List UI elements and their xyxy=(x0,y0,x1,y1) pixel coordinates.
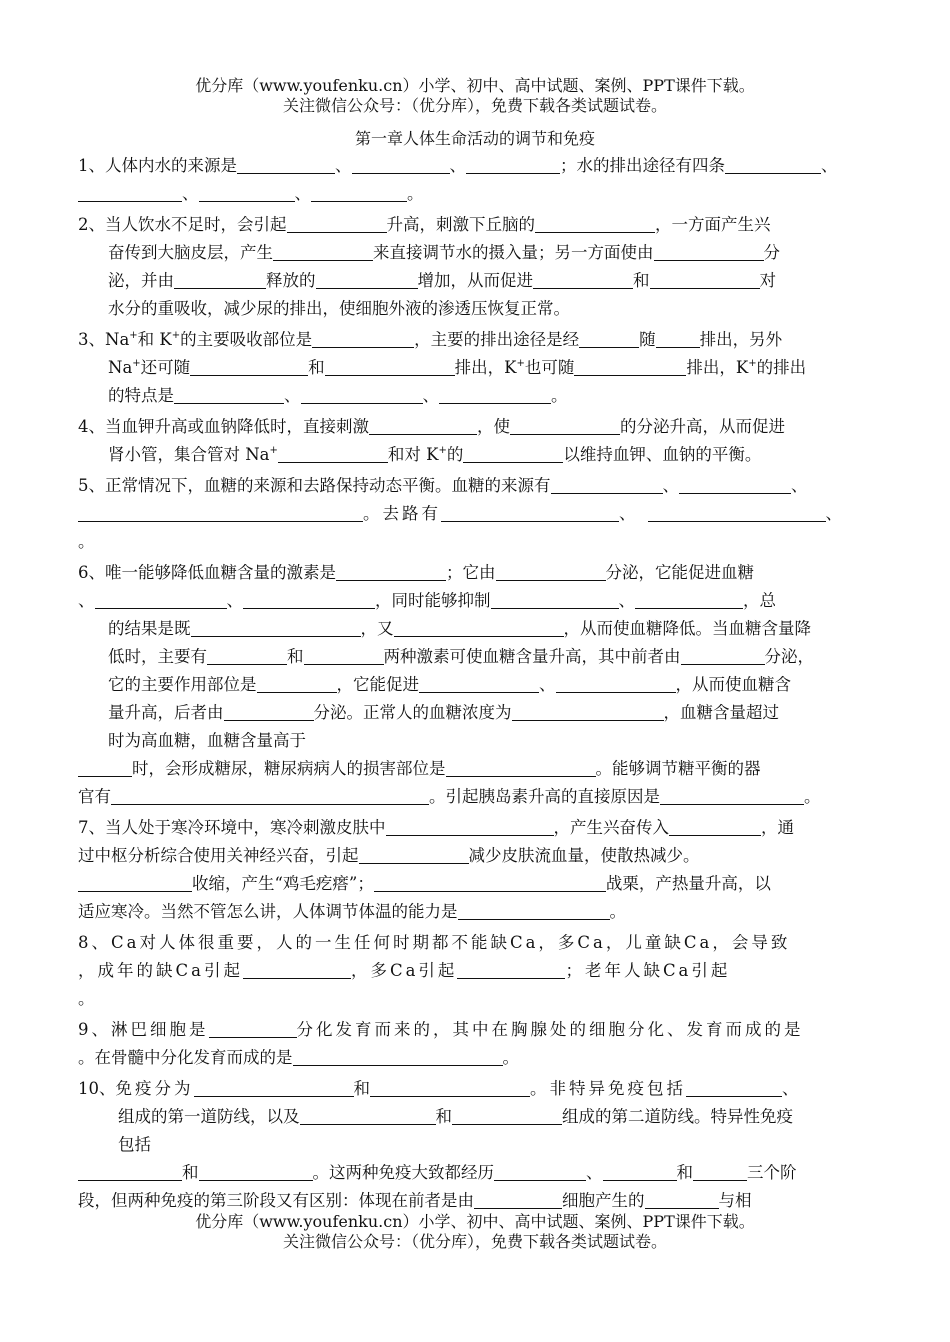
q7-text: 战栗，产热量升高，以 xyxy=(605,874,771,893)
q3-text: 排出， xyxy=(454,358,505,377)
answer-blank[interactable] xyxy=(494,1162,586,1181)
q10-text: 和 xyxy=(676,1163,693,1182)
answer-blank[interactable] xyxy=(243,590,375,609)
answer-blank[interactable] xyxy=(352,155,450,174)
q6-text: ，从而使血糖降低。当血糖含量降 xyxy=(563,619,811,638)
separator: 、 xyxy=(449,156,466,175)
q4-number: 4、 xyxy=(78,417,105,436)
answer-blank[interactable] xyxy=(681,646,765,665)
q10-text: 免疫分为 xyxy=(115,1079,194,1098)
superscript: + xyxy=(748,358,757,369)
q10-text: 和 xyxy=(353,1079,370,1098)
q1-number: 1、 xyxy=(78,156,105,175)
answer-blank[interactable] xyxy=(369,416,477,435)
q1-text-2: ；水的排出途径有四条 xyxy=(560,156,725,175)
answer-blank[interactable] xyxy=(273,242,373,261)
answer-blank[interactable] xyxy=(78,873,192,892)
separator: 、 xyxy=(821,156,838,175)
q6-text: ，从而使血糖含 xyxy=(675,675,791,694)
answer-blank[interactable] xyxy=(237,155,335,174)
answer-blank[interactable] xyxy=(304,646,384,665)
q10-text: 包括 xyxy=(118,1135,151,1154)
q6-text: 和 xyxy=(287,647,304,666)
q6-text: 。引起胰岛素升高的直接原因是 xyxy=(429,787,660,806)
footer-line-2: 关注微信公众号：（优分库），免费下载各类试题试卷。 xyxy=(282,1232,667,1251)
q3-number: 3、 xyxy=(78,330,105,349)
q10-number: 10、 xyxy=(78,1079,116,1098)
separator: 、 xyxy=(618,591,635,610)
q3-text: 随 xyxy=(639,330,656,349)
superscript: + xyxy=(171,330,181,341)
answer-blank[interactable] xyxy=(293,1047,503,1066)
q6-text: 它的主要作用部位是 xyxy=(108,675,257,694)
answer-blank[interactable] xyxy=(374,873,606,892)
answer-blank[interactable] xyxy=(287,214,387,233)
answer-blank[interactable] xyxy=(325,357,455,376)
q7-text: ，产生兴奋传入 xyxy=(553,818,669,837)
sodium-symbol: Na xyxy=(105,330,130,349)
separator: 、 xyxy=(284,386,301,405)
q2-number: 2、 xyxy=(78,215,105,234)
answer-blank[interactable] xyxy=(551,475,663,494)
answer-blank[interactable] xyxy=(191,618,361,637)
answer-blank[interactable] xyxy=(466,155,560,174)
period: 。 xyxy=(804,787,821,806)
answer-blank[interactable] xyxy=(95,590,227,609)
q2-text: 释放的 xyxy=(266,271,316,290)
q2-text: 当人饮水不足时，会引起 xyxy=(105,215,287,234)
q2-text: ，一方面产生兴 xyxy=(655,215,771,234)
separator: 、 xyxy=(662,476,679,495)
q2-text: 泌，并由 xyxy=(108,271,174,290)
q4-text: 当血钾升高或血钠降低时，直接刺激 xyxy=(105,417,369,436)
answer-blank[interactable] xyxy=(190,357,308,376)
answer-blank[interactable] xyxy=(394,618,564,637)
question-9 xyxy=(78,1016,874,1072)
q7-text: 适应寒冷。当然不管怎么讲，人体调节体温的能力是 xyxy=(78,902,458,921)
answer-blank[interactable] xyxy=(535,214,655,233)
q8-text: ；老年人缺Ca引起 xyxy=(565,961,731,980)
q5-text: 。去路有 xyxy=(363,504,441,523)
q7-text: ，通 xyxy=(761,818,794,837)
q2-text: 和 xyxy=(633,271,650,290)
q6-text: ，同时能够抑制 xyxy=(375,591,491,610)
separator: 、 xyxy=(78,591,95,610)
q3-text: 排出， xyxy=(686,358,736,377)
answer-blank[interactable] xyxy=(78,183,182,202)
answer-blank[interactable] xyxy=(579,329,639,348)
q5-number: 5、 xyxy=(78,476,105,495)
header-line-1: 优分库（www.youfenku.cn）小学、初中、高中试题、案例、PPT课件下载。 xyxy=(195,76,755,95)
q2-text: 来直接调节水的摄入量；另一方面使由 xyxy=(373,243,654,262)
question-6 xyxy=(78,559,874,811)
q2-text: 奋传到大脑皮层，产生 xyxy=(108,243,273,262)
q8-text: ，成年的缺Ca引起 xyxy=(78,961,243,980)
q3-text: 的特点是 xyxy=(108,386,174,405)
q6-text: ，又 xyxy=(360,619,394,638)
answer-blank[interactable] xyxy=(78,1162,182,1181)
q6-text: 时，会形成糖尿，糖尿病病人的损害部位是 xyxy=(132,759,446,778)
q2-text: 分 xyxy=(763,243,780,262)
q8-text: Ca对人体很重要，人的一生任何时期都不能缺Ca，多Ca，儿童缺Ca，会导致 xyxy=(111,933,791,952)
superscript: + xyxy=(269,445,278,456)
potassium-symbol: K xyxy=(735,358,749,377)
answer-blank[interactable] xyxy=(679,475,791,494)
separator: 、 xyxy=(825,504,842,523)
q10-text: 组成的第二道防线。特异性免疫 xyxy=(562,1107,793,1126)
separator: 、 xyxy=(294,184,311,203)
q10-text: 段，但两种免疫的第三阶段又有区别：体现在前者是由 xyxy=(78,1191,474,1210)
q9-text: 分化发育而来的，其中在胸腺处的细胞分化、发育而成的是 xyxy=(296,1020,804,1039)
answer-blank[interactable] xyxy=(194,1078,354,1097)
question-list xyxy=(78,152,874,1218)
q6-text: 官有 xyxy=(78,787,111,806)
question-4 xyxy=(78,413,874,469)
q10-text: 。非特异免疫包括 xyxy=(530,1079,686,1098)
answer-blank[interactable] xyxy=(199,183,295,202)
potassium-symbol: K xyxy=(159,330,172,349)
q3-text: 还可随 xyxy=(140,358,191,377)
q6-number: 6、 xyxy=(78,563,105,582)
q6-text: ，血糖含量超过 xyxy=(663,703,779,722)
q9-number: 9、 xyxy=(78,1020,111,1039)
q4-text: 肾小管，集合管对 Na xyxy=(108,445,270,464)
q3-text: 和 xyxy=(137,330,160,349)
q9-text: 。在骨髓中分化发育而成的是 xyxy=(78,1048,293,1067)
period: 。 xyxy=(78,532,95,551)
q2-text: 水分的重吸收，减少尿的排出，使细胞外液的渗透压恢复正常。 xyxy=(108,299,570,318)
period: 。 xyxy=(78,989,95,1008)
question-1 xyxy=(78,152,874,208)
period: 。 xyxy=(551,386,568,405)
answer-blank[interactable] xyxy=(660,786,804,805)
separator: 、 xyxy=(335,156,352,175)
answer-blank[interactable] xyxy=(603,1162,677,1181)
answer-blank[interactable] xyxy=(301,385,423,404)
answer-blank[interactable] xyxy=(441,503,619,522)
answer-blank[interactable] xyxy=(386,817,554,836)
answer-blank[interactable] xyxy=(650,270,760,289)
answer-blank[interactable] xyxy=(533,270,633,289)
answer-blank[interactable] xyxy=(496,562,606,581)
q4-text: ，使 xyxy=(477,417,510,436)
superscript: + xyxy=(516,358,525,369)
q2-text: 对 xyxy=(759,271,776,290)
period: 。 xyxy=(407,184,424,203)
q6-text: 时为高血糖，血糖含量高于 xyxy=(108,731,306,750)
answer-blank[interactable] xyxy=(257,674,337,693)
q10-text: 细胞产生的 xyxy=(562,1191,645,1210)
answer-blank[interactable] xyxy=(458,901,610,920)
answer-blank[interactable] xyxy=(512,702,664,721)
superscript: + xyxy=(438,445,447,456)
q6-text: 分泌。正常人的血糖浓度为 xyxy=(313,703,512,722)
answer-blank[interactable] xyxy=(463,444,563,463)
q8-number: 8、 xyxy=(78,933,111,952)
q7-number: 7、 xyxy=(78,818,105,837)
q4-text: 以维持血钾、血钠的平衡。 xyxy=(563,445,762,464)
q9-text: 淋巴细胞是 xyxy=(111,1020,209,1039)
question-7 xyxy=(78,814,874,926)
question-2 xyxy=(78,211,874,323)
q7-text: 过中枢分析综合使用关神经兴奋，引起 xyxy=(78,846,359,865)
question-10 xyxy=(78,1075,874,1215)
answer-blank[interactable] xyxy=(224,702,314,721)
period: 。 xyxy=(502,1048,519,1067)
question-5 xyxy=(78,472,874,556)
q3-text: 的主要吸收部位是 xyxy=(180,330,313,349)
answer-blank[interactable] xyxy=(556,674,676,693)
answer-blank[interactable] xyxy=(654,242,764,261)
answer-blank[interactable] xyxy=(457,960,565,979)
answer-blank[interactable] xyxy=(491,590,619,609)
answer-blank[interactable] xyxy=(693,1162,747,1181)
q6-text: 两种激素可使血糖含量升高，其中前者由 xyxy=(383,647,681,666)
period: 。 xyxy=(609,902,626,921)
q6-text: 低时，主要有 xyxy=(108,647,207,666)
answer-blank[interactable] xyxy=(686,1078,782,1097)
answer-blank[interactable] xyxy=(78,503,363,522)
separator: 、 xyxy=(619,504,636,523)
q2-text: 增加，从而促进 xyxy=(417,271,533,290)
q6-text: 量升高，后者由 xyxy=(108,703,224,722)
answer-blank[interactable] xyxy=(111,786,429,805)
answer-blank[interactable] xyxy=(669,817,761,836)
q6-text: ；它由 xyxy=(446,563,496,582)
answer-blank[interactable] xyxy=(300,1106,436,1125)
answer-blank[interactable] xyxy=(174,385,284,404)
answer-blank[interactable] xyxy=(78,758,132,777)
q6-text: ，总 xyxy=(743,591,776,610)
header-line-2: 关注微信公众号：（优分库），免费下载各类试题试卷。 xyxy=(282,96,667,115)
q6-text: 分泌，它能促进血糖 xyxy=(605,563,754,582)
footer-line-1: 优分库（www.youfenku.cn）小学、初中、高中试题、案例、PPT课件下载。 xyxy=(195,1212,755,1231)
answer-blank[interactable] xyxy=(656,329,700,348)
q6-text: 唯一能够降低血糖含量的激素是 xyxy=(105,563,336,582)
q4-text: 和对 K xyxy=(387,445,439,464)
q8-text: ，多Ca引起 xyxy=(350,961,458,980)
q3-text: 和 xyxy=(308,358,325,377)
answer-blank[interactable] xyxy=(207,646,287,665)
q1-text-1: 人体内水的来源是 xyxy=(105,156,237,175)
q4-text: 的分泌升高，从而促进 xyxy=(620,417,785,436)
q10-text: 和 xyxy=(435,1107,452,1126)
answer-blank[interactable] xyxy=(446,758,596,777)
answer-blank[interactable] xyxy=(359,845,469,864)
q10-text: 三个阶 xyxy=(747,1163,797,1182)
separator: 、 xyxy=(782,1079,799,1098)
answer-blank[interactable] xyxy=(645,1190,719,1209)
q10-text: 、 xyxy=(586,1163,603,1182)
sodium-symbol: Na xyxy=(108,358,133,377)
q7-text: 收缩，产生“鸡毛疙瘩”； xyxy=(192,874,374,893)
q4-text: 的 xyxy=(446,445,464,464)
answer-blank[interactable] xyxy=(311,183,407,202)
q6-text: 分泌， xyxy=(764,647,814,666)
q7-text: 减少皮肤流血量，使散热减少。 xyxy=(468,846,700,865)
q10-text: 和 xyxy=(182,1163,199,1182)
superscript: + xyxy=(132,358,141,369)
q10-text: 。这两种免疫大致都经历 xyxy=(312,1163,494,1182)
q10-text: 与相 xyxy=(718,1191,752,1210)
answer-blank[interactable] xyxy=(474,1190,562,1209)
answer-blank[interactable] xyxy=(243,960,351,979)
q7-text: 当人处于寒冷环境中，寒冷刺激皮肤中 xyxy=(105,818,386,837)
question-8 xyxy=(78,929,874,1013)
q3-text: 的排出 xyxy=(756,358,807,377)
answer-blank[interactable] xyxy=(336,562,446,581)
q6-text: ，它能促进 xyxy=(336,675,419,694)
q6-text: 的结果是既 xyxy=(108,619,191,638)
answer-blank[interactable] xyxy=(209,1019,297,1038)
answer-blank[interactable] xyxy=(574,357,686,376)
answer-blank[interactable] xyxy=(635,590,743,609)
q3-text: 排出，另外 xyxy=(699,330,783,349)
answer-blank[interactable] xyxy=(316,270,418,289)
q5-text: 正常情况下，血糖的来源和去路保持动态平衡。血糖的来源有 xyxy=(105,476,551,495)
page-title: 第一章人体生命活动的调节和免疫 xyxy=(354,129,595,148)
answer-blank[interactable] xyxy=(419,674,539,693)
separator: 、 xyxy=(791,476,808,495)
q3-text: 也可随 xyxy=(524,358,575,377)
answer-blank[interactable] xyxy=(199,1162,313,1181)
q3-text: ，主要的排出途径是经 xyxy=(414,330,580,349)
q10-text: 组成的第一道防线，以及 xyxy=(118,1107,300,1126)
answer-blank[interactable] xyxy=(174,270,266,289)
separator: 、 xyxy=(182,184,199,203)
potassium-symbol: K xyxy=(504,358,517,377)
question-3 xyxy=(78,326,874,410)
answer-blank[interactable] xyxy=(510,416,620,435)
answer-blank[interactable] xyxy=(648,503,826,522)
answer-blank[interactable] xyxy=(278,444,388,463)
answer-blank[interactable] xyxy=(312,329,414,348)
superscript: + xyxy=(129,330,138,341)
answer-blank[interactable] xyxy=(452,1106,562,1125)
separator: 、 xyxy=(226,591,243,610)
separator: 、 xyxy=(539,675,556,694)
answer-blank[interactable] xyxy=(725,155,821,174)
answer-blank[interactable] xyxy=(439,385,551,404)
answer-blank[interactable] xyxy=(370,1078,530,1097)
separator: 、 xyxy=(422,386,439,405)
q2-text: 升高，刺激下丘脑的 xyxy=(386,215,535,234)
q6-text: 。能够调节糖平衡的器 xyxy=(595,759,761,778)
